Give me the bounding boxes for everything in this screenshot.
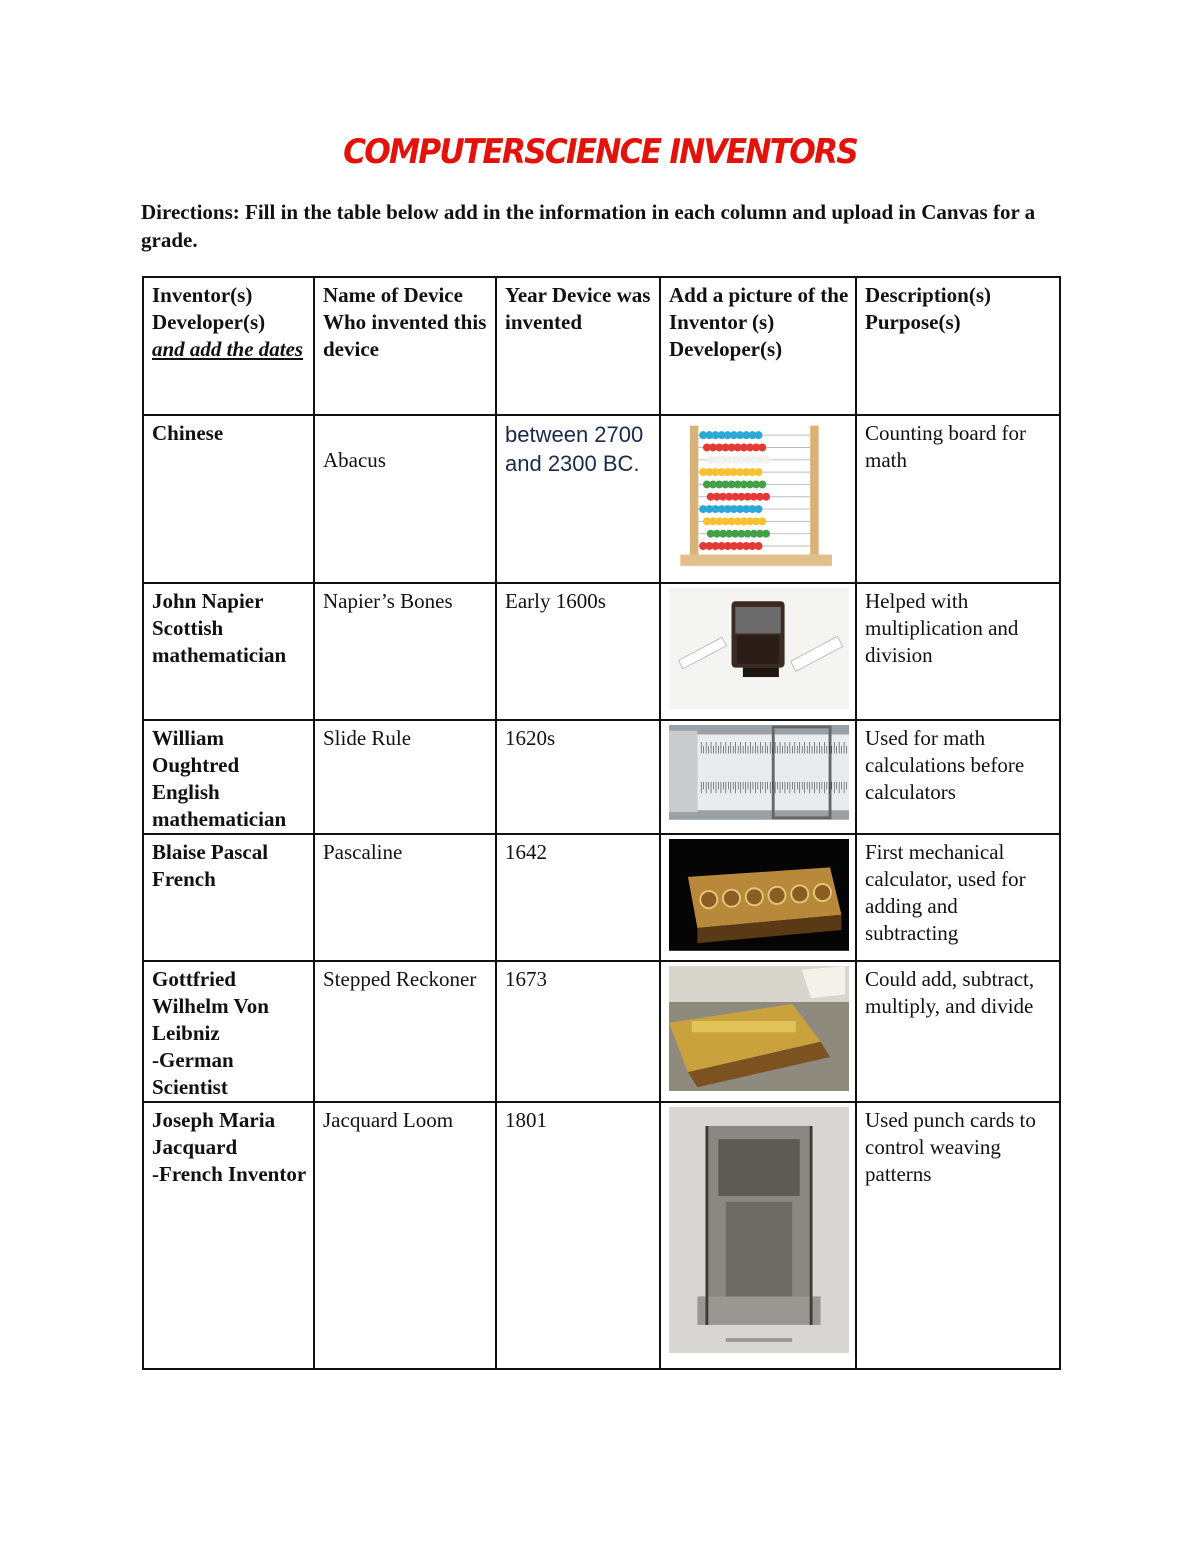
header-description-line2: Purpose(s)	[865, 310, 961, 334]
description-cell: Helped with multiplication and division	[856, 583, 1060, 720]
device-cell: Stepped Reckoner	[314, 961, 496, 1102]
picture-cell	[660, 415, 856, 583]
header-inventor-line2: Developer(s)	[152, 310, 266, 334]
table-row	[143, 1102, 1060, 1369]
year-cell: 1620s	[496, 720, 660, 834]
header-picture-line1: Add a picture of the	[669, 283, 849, 307]
device-cell: Jacquard Loom	[314, 1102, 496, 1369]
description-cell: Could add, subtract, multiply, and divide	[856, 961, 1060, 1102]
inventor-cell	[143, 415, 314, 583]
description-cell: Used for math calculations before calculators	[856, 720, 1060, 834]
year-cell: 1673	[496, 961, 660, 1102]
header-picture	[660, 277, 856, 415]
pascaline-image	[669, 839, 849, 951]
year-cell: Early 1600s	[496, 583, 660, 720]
inventor-origin: English mathematician	[152, 780, 287, 831]
table-header-row	[143, 277, 1060, 415]
description-cell: First mechanical calculator, used for adding and subtracting	[856, 834, 1060, 961]
inventor-name: Gottfried Wilhelm Von Leibniz	[152, 967, 269, 1045]
inventor-cell	[143, 834, 314, 961]
inventor-origin: -French Inventor	[152, 1162, 307, 1186]
page-title: COMPUTERSCIENCE INVENTORS	[343, 132, 857, 172]
jacquard-loom-image	[669, 1107, 849, 1353]
inventor-cell	[143, 720, 314, 834]
device-cell: Pascaline	[314, 834, 496, 961]
device-cell: Napier’s Bones	[314, 583, 496, 720]
picture-cell	[660, 834, 856, 961]
header-picture-line3: Developer(s)	[669, 337, 783, 361]
table-row	[143, 583, 1060, 720]
inventor-name: William Oughtred	[152, 726, 240, 777]
description-cell: Used punch cards to control weaving patterns	[856, 1102, 1060, 1369]
inventor-name: Blaise Pascal	[152, 840, 269, 864]
table-row	[143, 834, 1060, 961]
inventor-name: John Napier	[152, 589, 264, 613]
header-inventor	[143, 277, 314, 415]
year-cell: between 2700 and 2300 BC.	[496, 415, 660, 583]
table-row	[143, 961, 1060, 1102]
header-inventor-dates: and add the dates	[152, 337, 304, 361]
directions-text: Directions: Fill in the table below add in the information in each column and upload in Canvas for a grade.	[141, 200, 1036, 252]
inventor-cell	[143, 961, 314, 1102]
header-description-line1: Description(s)	[865, 283, 991, 307]
table-row	[143, 415, 1060, 583]
table-row	[143, 720, 1060, 834]
napiers-bones-image	[669, 588, 849, 709]
header-device: Name of Device Who invented this device	[314, 277, 496, 415]
year-cell: 1642	[496, 834, 660, 961]
stepped-reckoner-image	[669, 966, 849, 1091]
description-cell: Counting board for math	[856, 415, 1060, 583]
inventor-origin: French	[152, 867, 216, 891]
header-description	[856, 277, 1060, 415]
picture-cell	[660, 720, 856, 834]
inventor-origin: Scottish mathematician	[152, 616, 287, 667]
header-picture-line2: Inventor (s)	[669, 310, 775, 334]
inventor-cell	[143, 583, 314, 720]
device-name: Abacus	[323, 448, 386, 472]
slide-rule-image	[669, 725, 849, 820]
picture-cell	[660, 583, 856, 720]
inventor-name: Chinese	[152, 421, 224, 445]
picture-cell	[660, 961, 856, 1102]
device-cell	[314, 415, 496, 583]
header-year: Year Device was invented	[496, 277, 660, 415]
picture-cell	[660, 1102, 856, 1369]
abacus-image	[669, 420, 849, 572]
header-inventor-line1: Inventor(s)	[152, 283, 253, 307]
inventor-origin: -German Scientist	[152, 1048, 234, 1099]
year-cell: 1801	[496, 1102, 660, 1369]
inventor-cell	[143, 1102, 314, 1369]
inventor-name: Joseph Maria Jacquard	[152, 1108, 276, 1159]
device-cell: Slide Rule	[314, 720, 496, 834]
inventors-table	[142, 276, 1061, 1370]
